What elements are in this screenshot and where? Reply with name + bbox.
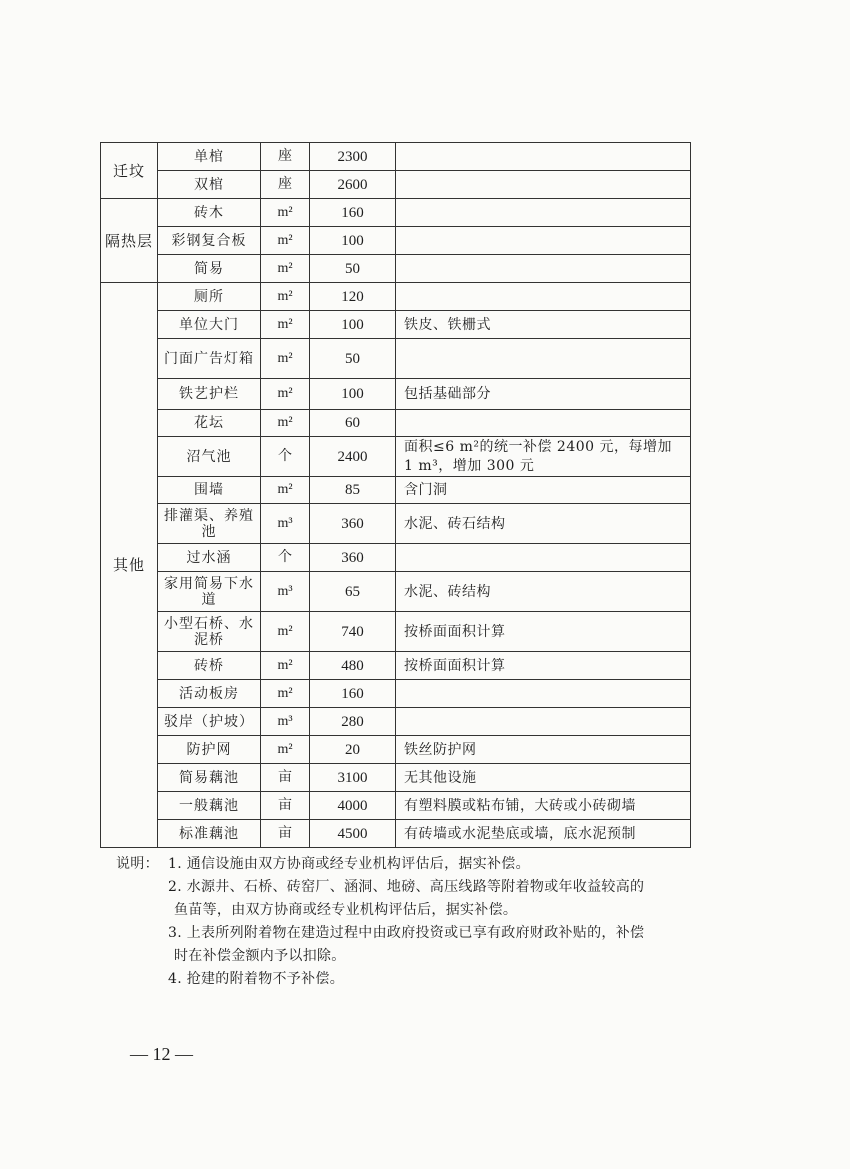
price-cell: 360 — [310, 504, 396, 544]
name-cell: 沼气池 — [158, 437, 261, 477]
price-cell: 100 — [310, 311, 396, 339]
name-cell: 小型石桥、水泥桥 — [158, 612, 261, 652]
table-row — [101, 437, 691, 477]
note-cell — [396, 410, 691, 437]
name-cell: 花坛 — [158, 410, 261, 437]
price-cell: 480 — [310, 652, 396, 680]
note-cell — [396, 143, 691, 171]
note-cell: 按桥面面积计算 — [396, 612, 691, 652]
note-cell: 面积≤6 m²的统一补偿 2400 元，每增加 1 m³，增加 300 元 — [396, 437, 691, 477]
price-cell: 740 — [310, 612, 396, 652]
note-cell: 无其他设施 — [396, 764, 691, 792]
price-cell: 2400 — [310, 437, 396, 477]
note-cell — [396, 255, 691, 283]
table-row — [101, 652, 691, 680]
name-cell: 活动板房 — [158, 680, 261, 708]
table-row — [101, 283, 691, 311]
unit-cell: m² — [261, 612, 310, 652]
table-row — [101, 255, 691, 283]
table-row — [101, 311, 691, 339]
name-cell: 简易藕池 — [158, 764, 261, 792]
unit-cell: m² — [261, 379, 310, 410]
unit-cell: 座 — [261, 171, 310, 199]
table-row — [101, 544, 691, 572]
unit-cell: m² — [261, 680, 310, 708]
note-item — [116, 968, 736, 991]
table-row — [101, 736, 691, 764]
unit-cell: m² — [261, 227, 310, 255]
price-cell: 20 — [310, 736, 396, 764]
table-row — [101, 410, 691, 437]
unit-cell: m³ — [261, 708, 310, 736]
note-cell: 含门洞 — [396, 477, 691, 504]
table-row — [101, 572, 691, 612]
unit-cell: m² — [261, 477, 310, 504]
compensation-table — [100, 142, 691, 848]
unit-cell: m² — [261, 311, 310, 339]
price-cell: 2300 — [310, 143, 396, 171]
name-cell: 砖桥 — [158, 652, 261, 680]
note-text: 3. 上表所列附着物在建造过程中由政府投资或已享有政府财政补贴的，补偿 — [168, 925, 645, 941]
table-row — [101, 339, 691, 379]
table-row — [101, 504, 691, 544]
name-cell: 单棺 — [158, 143, 261, 171]
price-cell: 120 — [310, 283, 396, 311]
note-cell — [396, 339, 691, 379]
name-cell: 家用简易下水道 — [158, 572, 261, 612]
note-cell: 按桥面面积计算 — [396, 652, 691, 680]
price-cell: 2600 — [310, 171, 396, 199]
note-text: 1. 通信设施由双方协商或经专业机构评估后，据实补偿。 — [168, 856, 530, 872]
category-cell: 隔热层 — [101, 199, 158, 283]
category-cell: 其他 — [101, 283, 158, 848]
name-cell: 过水涵 — [158, 544, 261, 572]
table-row — [101, 708, 691, 736]
name-cell: 单位大门 — [158, 311, 261, 339]
note-cell: 水泥、砖石结构 — [396, 504, 691, 544]
note-cell — [396, 544, 691, 572]
price-cell: 50 — [310, 339, 396, 379]
unit-cell: 亩 — [261, 764, 310, 792]
table-row — [101, 792, 691, 820]
name-cell: 彩钢复合板 — [158, 227, 261, 255]
name-cell: 砖木 — [158, 199, 261, 227]
note-cell: 有塑料膜或粘布铺，大砖或小砖砌墙 — [396, 792, 691, 820]
unit-cell: m² — [261, 283, 310, 311]
table-row — [101, 612, 691, 652]
note-cell: 有砖墙或水泥垫底或墙，底水泥预制 — [396, 820, 691, 848]
note-item — [116, 922, 736, 945]
name-cell: 简易 — [158, 255, 261, 283]
price-cell: 360 — [310, 544, 396, 572]
unit-cell: m² — [261, 255, 310, 283]
price-cell: 60 — [310, 410, 396, 437]
notes-section — [116, 853, 736, 991]
name-cell: 防护网 — [158, 736, 261, 764]
price-cell: 85 — [310, 477, 396, 504]
price-cell: 160 — [310, 199, 396, 227]
price-cell: 3100 — [310, 764, 396, 792]
note-cell — [396, 199, 691, 227]
price-cell: 100 — [310, 379, 396, 410]
category-cell: 迁坟 — [101, 143, 158, 199]
note-item — [116, 876, 736, 899]
unit-cell: m² — [261, 410, 310, 437]
note-cell — [396, 680, 691, 708]
name-cell: 一般藕池 — [158, 792, 261, 820]
unit-cell: m³ — [261, 572, 310, 612]
unit-cell: m² — [261, 199, 310, 227]
table-body — [101, 143, 691, 848]
note-item-continuation — [116, 899, 736, 922]
price-cell: 65 — [310, 572, 396, 612]
price-cell: 280 — [310, 708, 396, 736]
unit-cell: m² — [261, 652, 310, 680]
unit-cell: 个 — [261, 437, 310, 477]
unit-cell: m² — [261, 736, 310, 764]
note-cell: 铁皮、铁栅式 — [396, 311, 691, 339]
name-cell: 双棺 — [158, 171, 261, 199]
note-cell — [396, 283, 691, 311]
unit-cell: 个 — [261, 544, 310, 572]
price-cell: 160 — [310, 680, 396, 708]
name-cell: 标准藕池 — [158, 820, 261, 848]
name-cell: 排灌渠、养殖池 — [158, 504, 261, 544]
table-row — [101, 680, 691, 708]
table-row — [101, 379, 691, 410]
note-cell — [396, 227, 691, 255]
note-text: 时在补偿金额内予以扣除。 — [174, 948, 346, 964]
table-row — [101, 227, 691, 255]
note-item — [116, 853, 736, 876]
name-cell: 铁艺护栏 — [158, 379, 261, 410]
unit-cell: 亩 — [261, 792, 310, 820]
note-text: 鱼苗等，由双方协商或经专业机构评估后，据实补偿。 — [174, 902, 518, 918]
unit-cell: m² — [261, 339, 310, 379]
note-text: 2. 水源井、石桥、砖窑厂、涵洞、地磅、高压线路等附着物或年收益较高的 — [168, 879, 645, 895]
note-text: 4. 抢建的附着物不予补偿。 — [168, 971, 345, 987]
note-cell — [396, 171, 691, 199]
table-row — [101, 820, 691, 848]
note-cell — [396, 708, 691, 736]
price-cell: 4500 — [310, 820, 396, 848]
table-row — [101, 477, 691, 504]
unit-cell: m³ — [261, 504, 310, 544]
name-cell: 驳岸（护坡） — [158, 708, 261, 736]
name-cell: 门面广告灯箱 — [158, 339, 261, 379]
name-cell: 围墙 — [158, 477, 261, 504]
price-cell: 50 — [310, 255, 396, 283]
price-cell: 100 — [310, 227, 396, 255]
note-cell: 包括基础部分 — [396, 379, 691, 410]
table-row — [101, 171, 691, 199]
page-number: — 12 — — [130, 1044, 193, 1064]
table-row — [101, 199, 691, 227]
notes-label: 说明： — [116, 856, 159, 872]
unit-cell: 座 — [261, 143, 310, 171]
table-row — [101, 143, 691, 171]
note-cell: 铁丝防护网 — [396, 736, 691, 764]
price-cell: 4000 — [310, 792, 396, 820]
note-cell: 水泥、砖结构 — [396, 572, 691, 612]
note-item-continuation — [116, 945, 736, 968]
name-cell: 厕所 — [158, 283, 261, 311]
unit-cell: 亩 — [261, 820, 310, 848]
table-row — [101, 764, 691, 792]
